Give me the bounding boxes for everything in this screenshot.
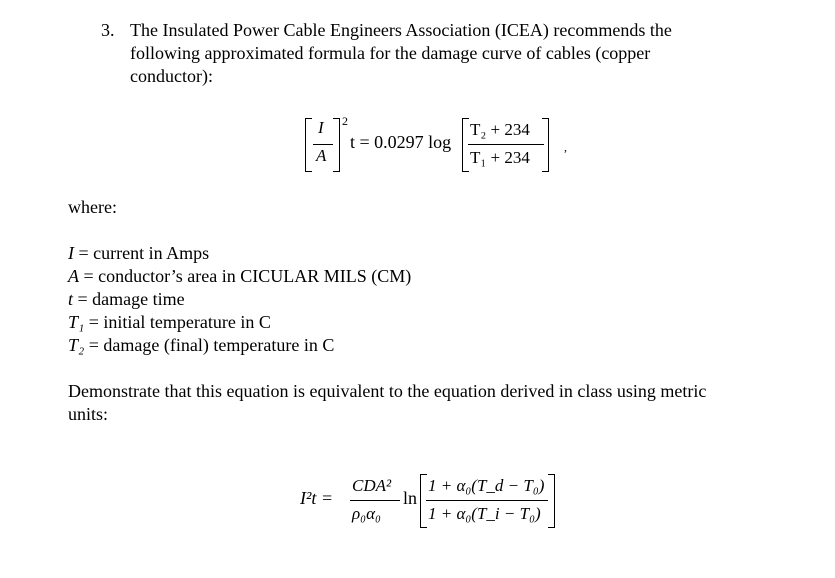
log-left-bracket bbox=[462, 118, 469, 172]
definition-A-text: = conductor’s area in CICULAR MILS (CM) bbox=[79, 266, 412, 286]
log-right-bracket bbox=[542, 118, 549, 172]
eq1-log-numerator: T₂ + 234 bbox=[470, 120, 530, 139]
definition-T2-text: = damage (final) temperature in C bbox=[84, 335, 335, 355]
eq1-denominator-A: A bbox=[316, 146, 327, 165]
metric-equation bbox=[300, 468, 570, 538]
eq2-ln-numerator: 1 + α₀(T_d − T₀) bbox=[428, 476, 545, 495]
icea-equation bbox=[300, 112, 580, 182]
eq1-exponent: 2 bbox=[342, 114, 348, 128]
eq1-trailing-comma: , bbox=[564, 140, 567, 154]
left-bracket bbox=[305, 118, 312, 172]
definition-t-text: = damage time bbox=[73, 289, 185, 309]
symbol-A: A bbox=[68, 266, 79, 286]
right-bracket bbox=[333, 118, 340, 172]
definition-T1-text: = initial temperature in C bbox=[84, 312, 271, 332]
eq1-fraction-bar-1 bbox=[313, 144, 333, 145]
eq1-log-denominator: T₁ + 234 bbox=[470, 148, 530, 167]
definition-I-text: = current in Amps bbox=[74, 243, 210, 263]
eq1-lhs-rhs: t = 0.0297 log bbox=[350, 132, 452, 152]
intro-line-2: following approximated formula for the damage curve of cables (copper bbox=[130, 43, 651, 63]
symbol-I: I bbox=[68, 243, 74, 263]
definition-area bbox=[68, 266, 411, 287]
intro-line-3: conductor): bbox=[130, 66, 213, 86]
eq2-fraction-bar-2 bbox=[426, 500, 548, 501]
eq2-ln: ln bbox=[403, 488, 418, 508]
eq2-lhs: I²t = bbox=[300, 488, 334, 508]
definition-time bbox=[68, 289, 185, 310]
problem-number: 3. bbox=[101, 20, 115, 40]
eq1-fraction-bar-2 bbox=[468, 144, 544, 145]
symbol-t: t bbox=[68, 289, 74, 309]
eq2-frac-denominator: ρ₀α₀ bbox=[352, 504, 381, 523]
demonstrate-line-2: units: bbox=[68, 404, 109, 424]
demonstrate-line-1: Demonstrate that this equation is equivalent to the equation derived in class using metric bbox=[68, 381, 707, 401]
definition-final-temp bbox=[68, 335, 334, 356]
ln-right-bracket bbox=[548, 474, 555, 528]
intro-line-1: The Insulated Power Cable Engineers Association (ICEA) recommends the bbox=[130, 20, 672, 40]
eq1-numerator-I: I bbox=[318, 118, 324, 137]
definition-current bbox=[68, 243, 209, 264]
eq2-fraction-bar-1 bbox=[350, 500, 400, 501]
eq2-frac-numerator: CDA² bbox=[352, 476, 392, 495]
symbol-T1: T₁ bbox=[68, 312, 85, 332]
symbol-T2: T₂ bbox=[68, 335, 85, 355]
where-label: where: bbox=[68, 197, 117, 217]
ln-left-bracket bbox=[420, 474, 427, 528]
eq2-ln-denominator: 1 + α₀(T_i − T₀) bbox=[428, 504, 541, 523]
definition-initial-temp bbox=[68, 312, 271, 333]
